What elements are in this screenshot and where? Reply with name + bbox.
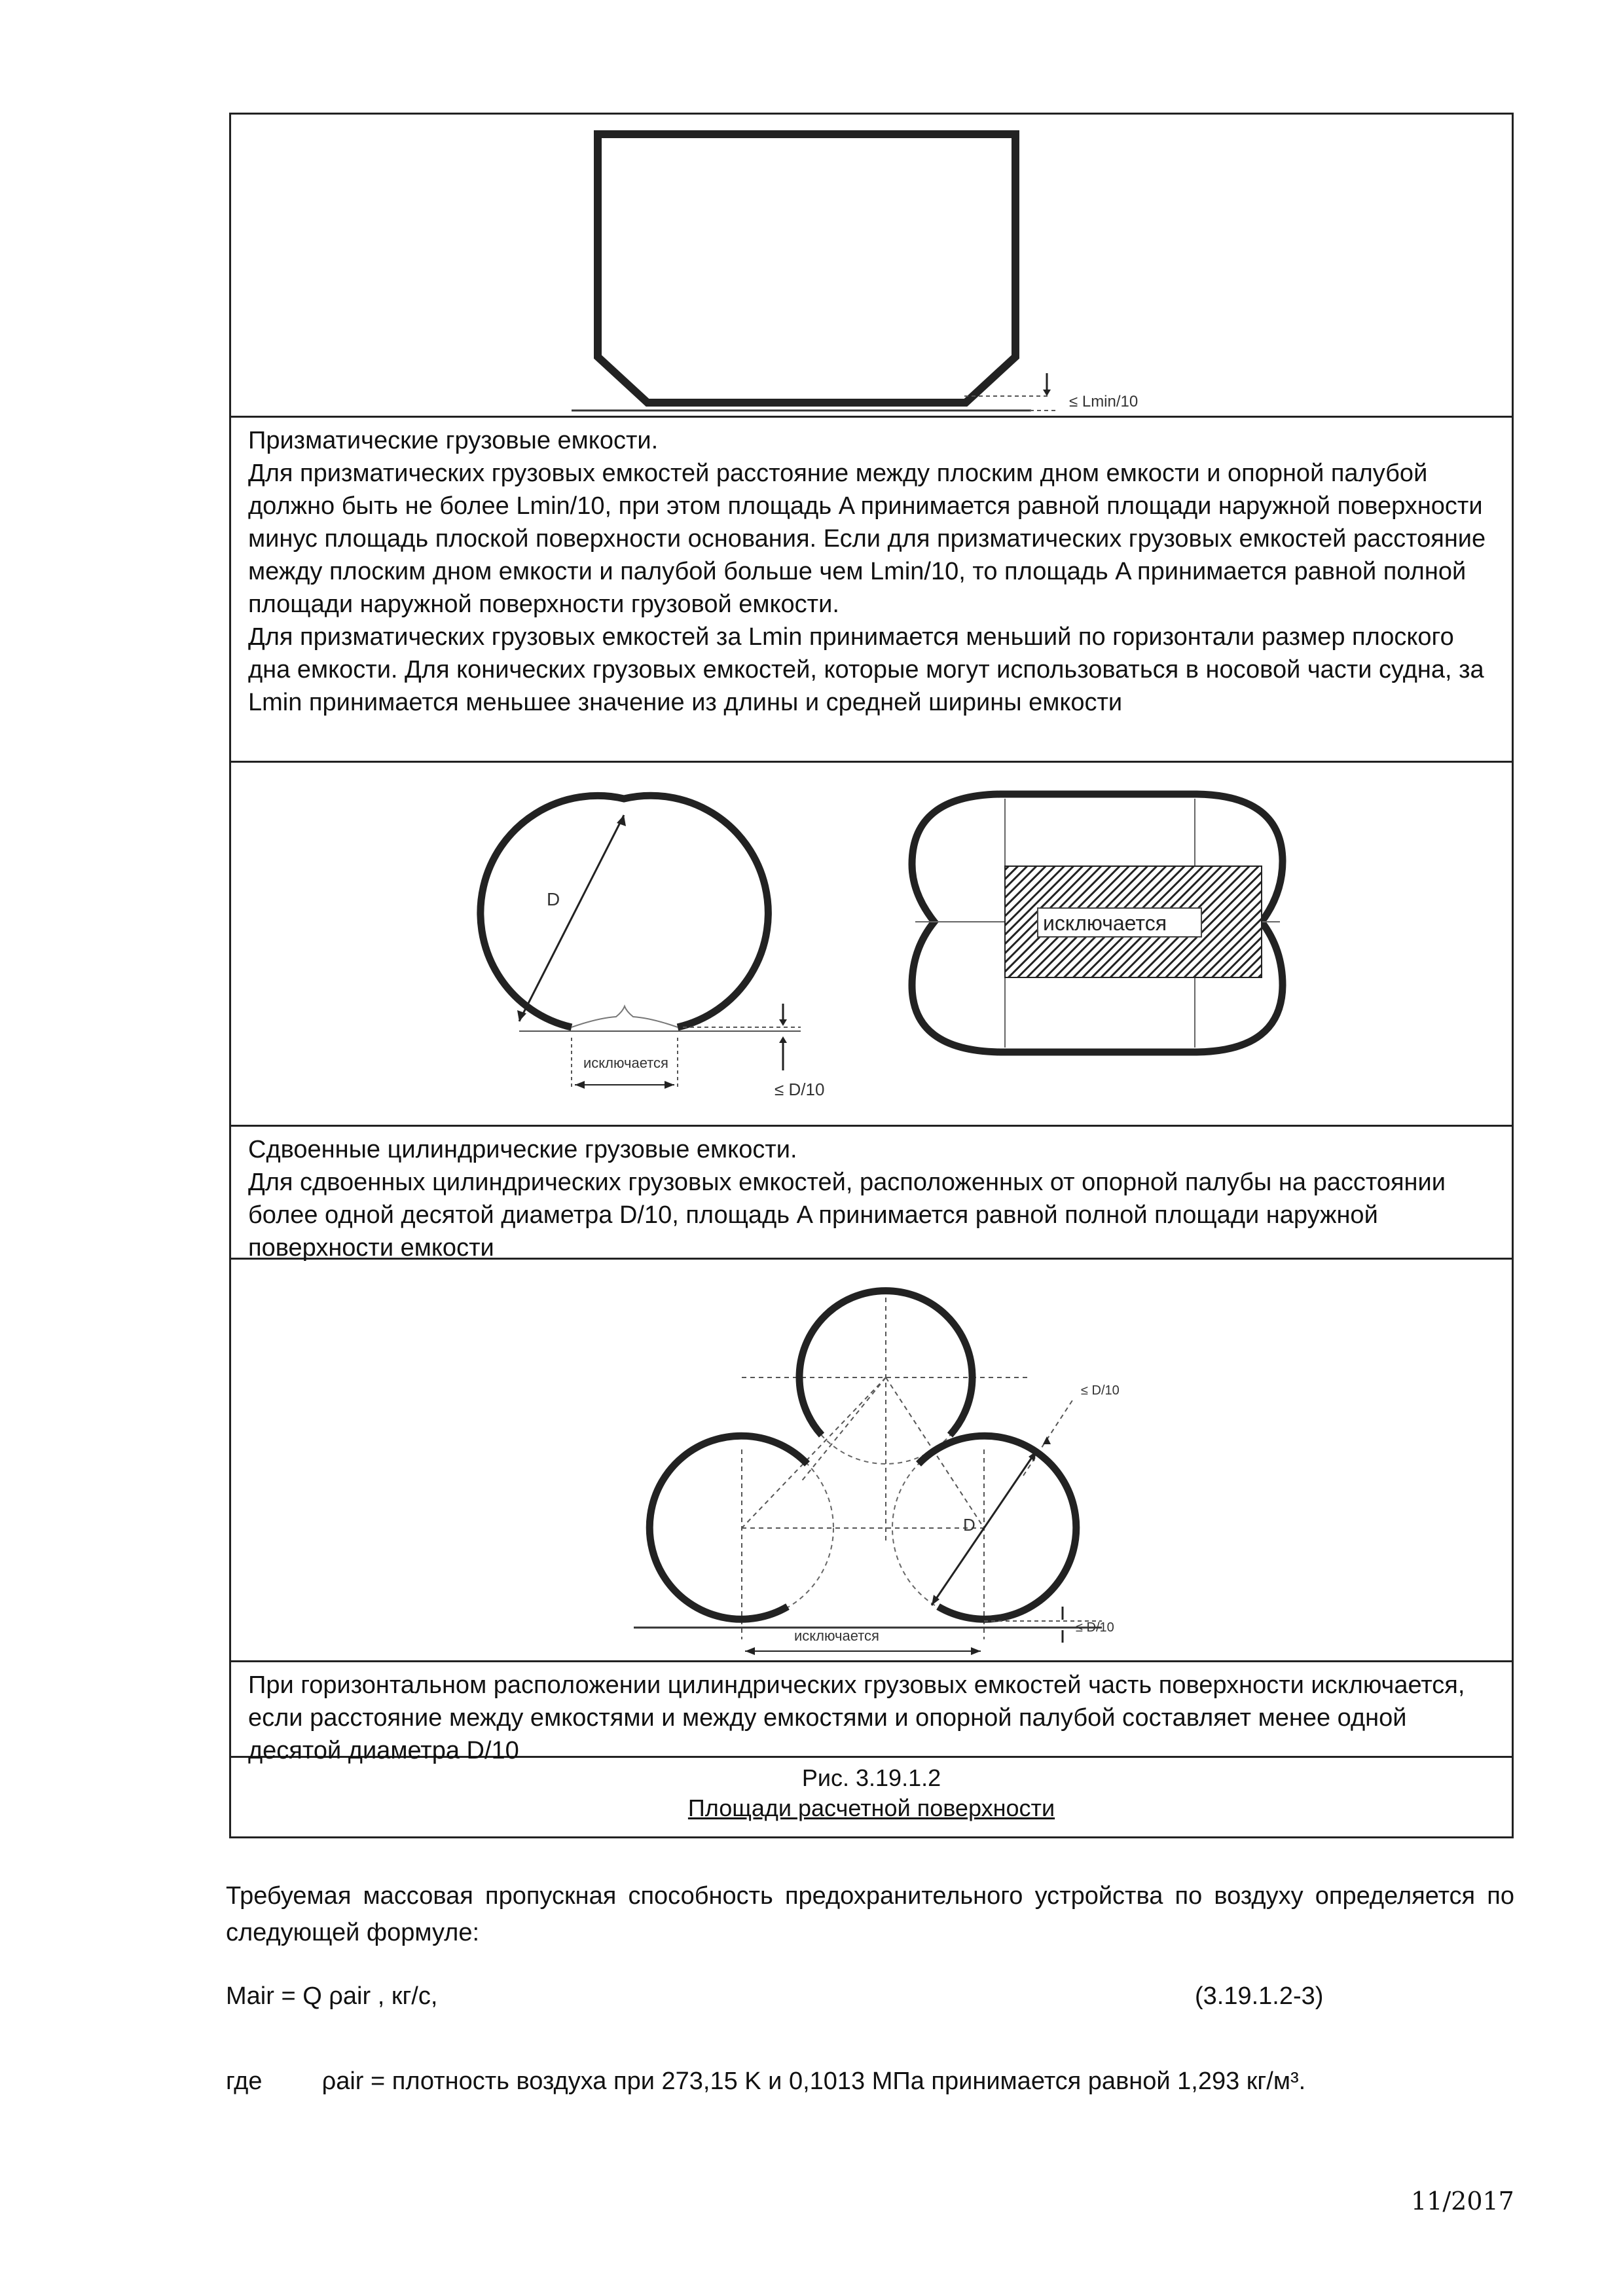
- cylinders-description: [231, 1662, 1512, 1764]
- lmin-gap-label: ≤ Lmin/10: [1069, 393, 1139, 410]
- hatch-excluded-label: исключается: [1043, 911, 1167, 935]
- top-gap-label: ≤ D/10: [1081, 1383, 1120, 1398]
- figure-title: Площади расчетной поверхности: [687, 1795, 1055, 1821]
- diameter-label: D: [547, 889, 560, 909]
- left-cylinder: [649, 1436, 807, 1619]
- prismatic-tank-diagram: [231, 115, 1512, 416]
- bilobe-paragraph: Для сдвоенных цилиндрических грузовых емкостей, расположенных от опорной палубы на расстоянии более одной десятой диаметра D/10, площадь A принимается равной полной площади наружной поверхности емкости: [248, 1169, 1446, 1262]
- prismatic-description: [231, 418, 1512, 763]
- body-paragraph: Требуемая массовая пропускная способность предохранительного устройства по воздуху определяется по следующей формуле:: [226, 1882, 1514, 1946]
- bilobe-tank-diagram: [231, 763, 1512, 1125]
- formula-number: (3.19.1.2-3): [1195, 1982, 1324, 2010]
- figure-caption: [231, 1758, 1512, 1836]
- three-cylinders-diagram: [231, 1260, 1512, 1660]
- bilobe-title: Сдвоенные цилиндрические грузовые емкости.: [248, 1136, 797, 1163]
- bottom-excluded-label: исключается: [583, 1055, 668, 1071]
- top-cylinder: [799, 1291, 972, 1435]
- bilobe-description: [231, 1127, 1512, 1260]
- formula: Mair = Q ρair , кг/с,: [226, 1982, 438, 2010]
- prismatic-paragraph-2: Для призматических грузовых емкостей за Lmin принимается меньший по горизонтали размер плоского дна емкости. Для конических грузовых емкостей, которые могут использоваться в носовой части судна, за Lmin принимается меньшее значение из длины и средней ширины емкости: [248, 623, 1484, 716]
- excluded-label: исключается: [794, 1628, 879, 1644]
- gap-label: ≤ D/10: [775, 1080, 825, 1099]
- prismatic-paragraph-1: Для призматических грузовых емкостей расстояние между плоским дном емкости и опорной палубой должно быть не более Lmin/10, при этом площадь A принимается равной площади наружной поверхности минус площадь плоской поверхности основания. Если для призматических грузовых емкостей расстояние между плоским дном емкости и палубой больше чем Lmin/10, то площадь A принимается равной полной площади наружной поверхности грузовой емкости.: [248, 460, 1486, 618]
- where-label: где: [226, 2068, 263, 2095]
- diameter-label: D: [963, 1515, 976, 1535]
- bilobe-figure-cell: [231, 763, 1512, 1127]
- bottom-gap-label: ≤ D/10: [1076, 1620, 1114, 1635]
- cylinders-figure-cell: [231, 1260, 1512, 1662]
- page-number: 11/2017: [1411, 2187, 1514, 2215]
- figure-number: Рис. 3.19.1.2: [801, 1764, 941, 1791]
- where-clause: [226, 2068, 1305, 2096]
- prismatic-tank-outline: [598, 134, 1015, 403]
- prismatic-figure-cell: [231, 115, 1512, 418]
- bilobe-cross-section: [481, 795, 768, 1027]
- cylinders-paragraph: При горизонтальном расположении цилиндрических грузовых емкостей часть поверхности исключается, если расстояние между емкостями и между емкостями и опорной палубой составляет менее одной десятой диаметра D/10: [248, 1671, 1465, 1764]
- where-definition: ρair = плотность воздуха при 273,15 K и 0,1013 МПа принимается равной 1,293 кг/м³.: [321, 2068, 1306, 2095]
- figure-table: [229, 113, 1514, 1838]
- diameter-line: [519, 815, 624, 1021]
- prismatic-title: Призматические грузовые емкости.: [248, 427, 659, 454]
